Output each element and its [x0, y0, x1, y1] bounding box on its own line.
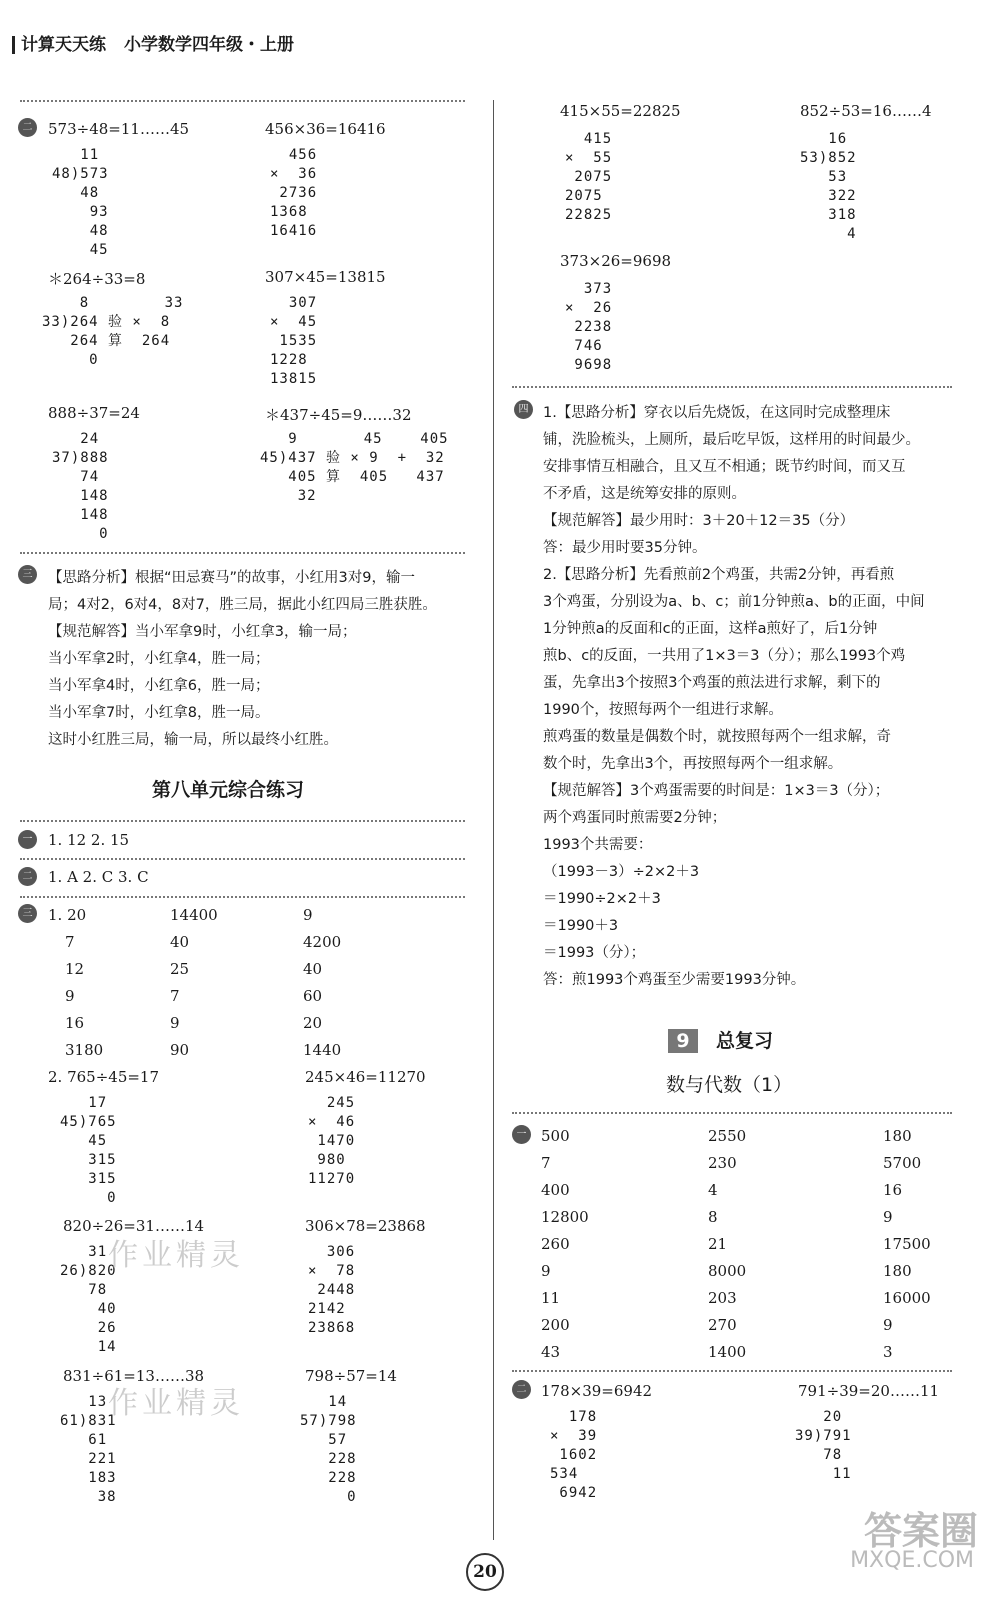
calc-work: 31 26)820 78 40 26 14 [60, 1244, 117, 1355]
calc-work: 307 × 45 1535 1228 13815 [270, 295, 318, 387]
unit-heading [668, 1026, 773, 1053]
text-line: 【规范解答】最少用时：3＋20＋12＝35（分） [543, 513, 855, 529]
grid-cell: 400 [541, 1181, 570, 1199]
unit-number: 9 [668, 1029, 698, 1053]
text-line: 1分钟煎a的反面和c的正面，这样a煎好了，后1分钟 [543, 621, 878, 637]
text-line: 2.【思路分析】先看煎前2个鸡蛋，共需2分钟，再看煎 [543, 567, 895, 583]
text-line: 当小军拿2时，小红拿4，胜一局； [48, 651, 270, 667]
text-line: 安排事情互相融合，且又互不相通；既节约时间，而又互 [543, 459, 906, 475]
watermark: 作业精灵 [108, 1386, 244, 1421]
text-line: 答：最少用时要35分钟。 [543, 540, 707, 556]
grid-cell: 11 [541, 1289, 561, 1307]
calc-title: 245×46=11270 [305, 1068, 426, 1086]
text-line: 1990个，按照每两个一组进行求解。 [543, 702, 783, 718]
grid-cell: 21 [708, 1235, 728, 1253]
grid-cell: 4200 [303, 933, 342, 951]
grid-cell: 17500 [883, 1235, 931, 1253]
text-line: 【思路分析】根据“田忌赛马”的故事，小红用3对9，输一 [48, 570, 415, 586]
calc-title: 852÷53=16……4 [800, 102, 932, 120]
grid-cell: 9 [883, 1316, 893, 1334]
grid-cell: 500 [541, 1127, 570, 1145]
calc-work: 11 48)573 48 93 48 45 [52, 147, 109, 258]
subject-title: 小学数学四年级・上册 [124, 35, 294, 55]
text-line: 这时小红胜三局，输一局，所以最终小红胜。 [48, 732, 338, 748]
calc-work: 245 × 46 1470 980 11270 [308, 1095, 356, 1187]
grid-cell: 8 [708, 1208, 718, 1226]
calc-title: 178×39=6942 [541, 1382, 653, 1400]
grid-cell: 9 [883, 1208, 893, 1226]
grid-cell: 9 [170, 1014, 180, 1032]
text-line: 当小军拿7时，小红拿8，胜一局。 [48, 705, 270, 721]
calc-title: 831÷61=13……38 [63, 1367, 205, 1385]
grid-cell: 43 [541, 1343, 561, 1361]
calc-work: 456 × 36 2736 1368 16416 [270, 147, 318, 239]
dotted-divider [20, 820, 465, 822]
text-line: 煎b、c的反面，一共用了1×3＝3（分）；那么1993个鸡 [543, 648, 906, 664]
grid-cell: 16 [65, 1014, 85, 1032]
section-title: 第八单元综合练习 [152, 779, 305, 801]
grid-cell: 9 [65, 987, 75, 1005]
dotted-divider [512, 386, 952, 388]
question-badge: 二 [18, 118, 37, 137]
text-line: 铺，洗脸梳头，上厕所，最后吃早饭，这样用的时间最少。 [543, 432, 920, 448]
grid-cell: 12800 [541, 1208, 589, 1226]
question-badge: 二 [512, 1380, 531, 1399]
grid-cell: 16000 [883, 1289, 931, 1307]
grid-cell: 260 [541, 1235, 570, 1253]
calc-work: 9 45 405 45)437 验 × 9 + 32 405 算 405 437 32 [260, 431, 449, 504]
grid-cell: 40 [303, 960, 323, 978]
answer-line: 1. A 2. C 3. C [48, 868, 149, 886]
calc-title: 573÷48=11……45 [48, 120, 190, 138]
text-line: 两个鸡蛋同时煎需要2分钟； [543, 810, 727, 826]
calc-work: 20 39)791 78 11 [795, 1409, 852, 1482]
grid-cell: 2550 [708, 1127, 747, 1145]
text-line: 煎鸡蛋的数量是偶数个时，就按照每两个一组求解，奇 [543, 729, 891, 745]
text-line: ＝1993（分）； [543, 945, 646, 961]
grid-cell: 1400 [708, 1343, 747, 1361]
calc-title: ＊264÷33=8 [48, 270, 146, 288]
calc-work: 306 × 78 2448 2142 23868 [308, 1244, 356, 1336]
calc-title: 798÷57=14 [305, 1367, 397, 1385]
calc-work: 373 × 26 2238 746 9698 [565, 281, 613, 373]
text-line: （1993－3）÷2×2＋3 [543, 864, 700, 880]
text-line: 当小军拿4时，小红拿6，胜一局； [48, 678, 270, 694]
question-badge: 三 [18, 565, 37, 584]
grid-cell: 12 [65, 960, 85, 978]
calc-title: 373×26=9698 [560, 252, 672, 270]
page-number: 20 [466, 1553, 504, 1591]
text-line: 【规范解答】3个鸡蛋需要的时间是：1×3＝3（分）； [543, 783, 890, 799]
watermark: 作业精灵 [108, 1238, 244, 1273]
grid-cell: 203 [708, 1289, 737, 1307]
text-line: 【规范解答】当小军拿9时，小红拿3，输一局； [48, 624, 357, 640]
text-line: 局；4对2，6对4，8对7，胜三局，据此小红四局三胜获胜。 [48, 597, 437, 613]
dotted-divider [512, 1112, 952, 1114]
grid-cell: 180 [883, 1262, 912, 1280]
grid-cell: 8000 [708, 1262, 747, 1280]
grid-cell: 3180 [65, 1041, 104, 1059]
question-badge: 一 [512, 1125, 531, 1144]
text-line: 1.【思路分析】穿衣以后先烧饭，在这同时完成整理床 [543, 405, 891, 421]
text-line: 不矛盾，这是统筹安排的原则。 [543, 486, 746, 502]
grid-cell: 25 [170, 960, 190, 978]
dotted-divider [512, 1370, 952, 1372]
calc-title: 456×36=16416 [265, 120, 386, 138]
calc-title: ＊437÷45=9……32 [265, 406, 412, 424]
calc-work: 24 37)888 74 148 148 0 [52, 431, 109, 542]
question-badge: 二 [18, 867, 37, 886]
grid-cell: 20 [303, 1014, 323, 1032]
question-badge: 三 [18, 904, 37, 923]
grid-cell: 7 [65, 933, 75, 951]
calc-work: 415 × 55 2075 2075 22825 [565, 131, 613, 223]
question-badge: 四 [514, 400, 533, 419]
grid-cell: 1. 20 [48, 906, 87, 924]
text-line: ＝1990＋3 [543, 918, 619, 934]
calc-work: 8 33 33)264 验 × 8 264 算 264 0 [42, 295, 184, 368]
book-title: 计算天天练 [21, 35, 106, 55]
calc-title: 820÷26=31……14 [63, 1217, 205, 1235]
grid-cell: 4 [708, 1181, 718, 1199]
text-line: 3个鸡蛋，分别设为a、b、c；前1分钟煎a、b的正面，中间 [543, 594, 925, 610]
dotted-divider [20, 552, 465, 554]
column-divider [493, 100, 494, 1540]
grid-cell: 7 [541, 1154, 551, 1172]
grid-cell: 1440 [303, 1041, 342, 1059]
text-line: ＝1990÷2×2＋3 [543, 891, 661, 907]
grid-cell: 7 [170, 987, 180, 1005]
text-line: 数个时，先拿出3个，再按照每两个一组求解。 [543, 756, 843, 772]
grid-cell: 200 [541, 1316, 570, 1334]
calc-work: 16 53)852 53 322 318 4 [800, 131, 857, 242]
calc-title: 888÷37=24 [48, 404, 140, 422]
calc-work: 178 × 39 1602 534 6942 [550, 1409, 598, 1501]
question-badge: 一 [18, 830, 37, 849]
text-line: 蛋，先拿出3个按照3个鸡蛋的煎法进行求解，剩下的 [543, 675, 881, 691]
calc-title: 306×78=23868 [305, 1217, 426, 1235]
grid-cell: 9 [303, 906, 313, 924]
grid-cell: 16 [883, 1181, 903, 1199]
dotted-divider [20, 858, 465, 860]
grid-cell: 90 [170, 1041, 190, 1059]
calc-title: 791÷39=20……11 [798, 1382, 940, 1400]
calc-title: 307×45=13815 [265, 268, 386, 286]
calc-work: 14 57)798 57 228 228 0 [300, 1394, 357, 1505]
dotted-divider [20, 896, 465, 898]
unit-title: 总复习 [716, 1030, 774, 1052]
watermark-logo: 答案圈 [863, 1509, 978, 1553]
calc-work: 13 61)831 61 221 183 38 [60, 1394, 117, 1505]
grid-cell: 60 [303, 987, 323, 1005]
grid-cell: 14400 [170, 906, 218, 924]
page-header [12, 30, 312, 55]
grid-cell: 230 [708, 1154, 737, 1172]
answer-line: 1. 12 2. 15 [48, 831, 130, 849]
grid-cell: 9 [541, 1262, 551, 1280]
grid-cell: 180 [883, 1127, 912, 1145]
calc-work: 17 45)765 45 315 315 0 [60, 1095, 117, 1206]
sub-title: 数与代数（1） [666, 1074, 793, 1096]
calc-title: 2. 765÷45=17 [48, 1068, 160, 1086]
text-line: 1993个共需要： [543, 837, 653, 853]
grid-cell: 40 [170, 933, 190, 951]
watermark-url: MXQE.COM [850, 1548, 974, 1573]
grid-cell: 5700 [883, 1154, 922, 1172]
dotted-divider [20, 100, 465, 102]
grid-cell: 270 [708, 1316, 737, 1334]
calc-title: 415×55=22825 [560, 102, 681, 120]
text-line: 答：煎1993个鸡蛋至少需要1993分钟。 [543, 972, 806, 988]
grid-cell: 3 [883, 1343, 893, 1361]
